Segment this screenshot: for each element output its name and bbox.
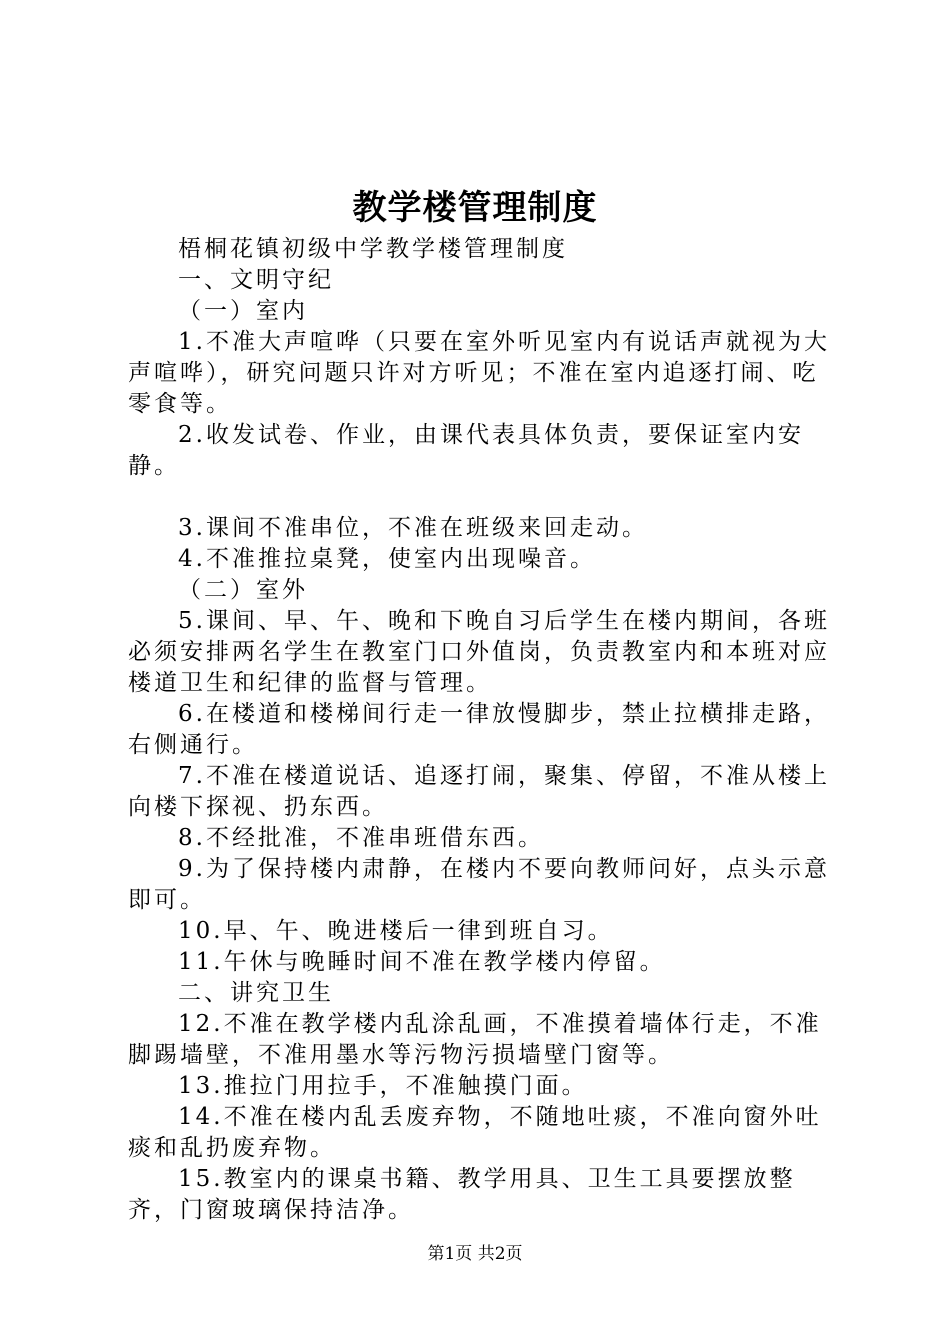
rule-paragraph: 5.课间、早、午、晚和下晚自习后学生在楼内期间，各班必须安排两名学生在教室门口外值岗，负责教室内和本班对应楼道卫生和纪律的监督与管理。 [128, 608, 830, 696]
subsection-heading: （二）室外 [178, 577, 308, 603]
subsection-heading: （一）室内 [178, 298, 308, 324]
school-heading: 梧桐花镇初级中学教学楼管理制度 [178, 236, 568, 262]
rule-paragraph: 8.不经批准，不准串班借东西。 [178, 825, 544, 851]
rule-paragraph: 14.不准在楼内乱丢废弃物，不随地吐痰，不准向窗外吐痰和乱扔废弃物。 [128, 1104, 822, 1161]
document-title: 教学楼管理制度 [352, 188, 598, 228]
section-heading: 二、讲究卫生 [178, 980, 334, 1006]
page-number-footer: 第1页 共2页 [427, 1244, 523, 1264]
rule-paragraph: 7.不准在楼道说话、追逐打闹，聚集、停留，不准从楼上向楼下探视、扔东西。 [128, 763, 830, 820]
rule-paragraph: 13.推拉门用拉手，不准触摸门面。 [178, 1073, 588, 1099]
rule-paragraph: 2.收发试卷、作业，由课代表具体负责，要保证室内安静。 [128, 422, 804, 479]
rule-paragraph: 15.教室内的课桌书籍、教学用具、卫生工具要摆放整齐，门窗玻璃保持洁净。 [128, 1166, 796, 1223]
document-body [128, 234, 832, 1226]
section-heading: 一、文明守纪 [178, 267, 334, 293]
rule-paragraph: 4.不准推拉桌凳，使室内出现噪音。 [178, 546, 596, 572]
rule-paragraph: 6.在楼道和楼梯间行走一律放慢脚步，禁止拉横排走路，右侧通行。 [128, 701, 830, 758]
rule-paragraph: 3.课间不准串位，不准在班级来回走动。 [178, 515, 648, 541]
rule-paragraph: 10.早、午、晚进楼后一律到班自习。 [178, 918, 614, 944]
rule-paragraph: 1.不准大声喧哗（只要在室外听见室内有说话声就视为大声喧哗），研究问题只许对方听见；不准在室内追逐打闹、吃零食等。 [128, 329, 830, 417]
rule-paragraph: 12.不准在教学楼内乱涂乱画，不准摸着墙体行走，不准脚踢墙壁，不准用墨水等污物污损墙壁门窗等。 [128, 1011, 822, 1068]
rule-paragraph: 11.午休与晚睡时间不准在教学楼内停留。 [178, 949, 666, 975]
rule-paragraph: 9.为了保持楼内肃静，在楼内不要向教师问好，点头示意即可。 [128, 856, 830, 913]
